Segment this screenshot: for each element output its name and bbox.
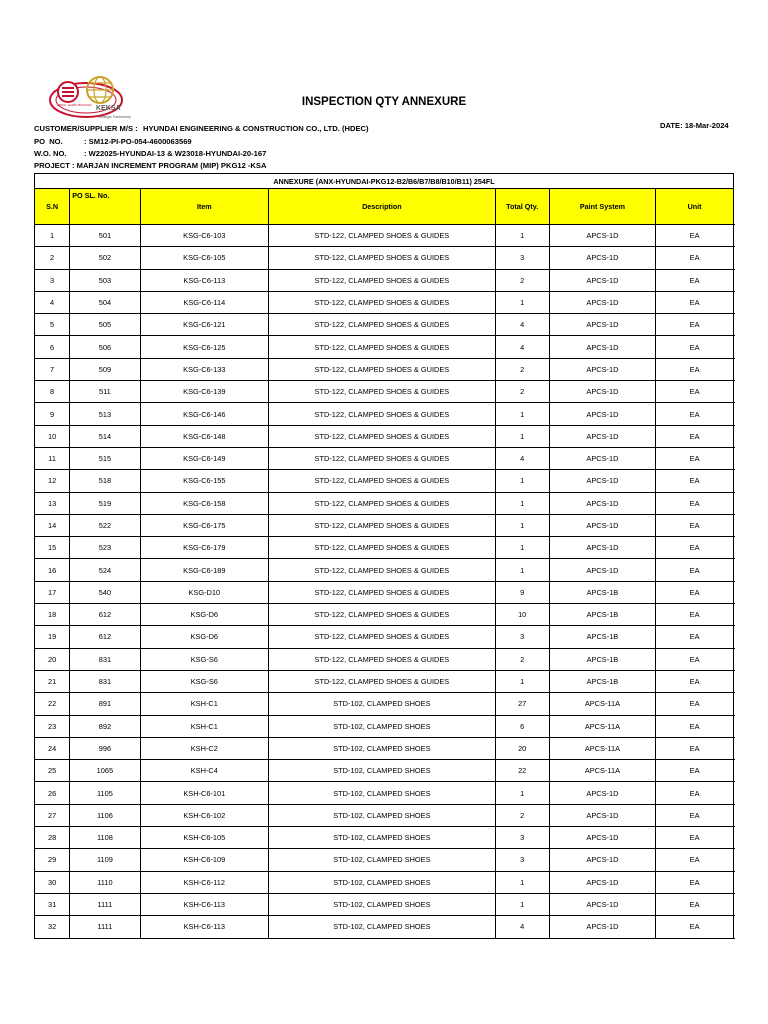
paint-system-cell: APCS-1B xyxy=(549,648,656,670)
sn-cell: 15 xyxy=(35,537,70,559)
qty-cell: 1 xyxy=(495,559,549,581)
paint-system-cell: APCS-1D xyxy=(549,849,656,871)
description-cell: STD-102, CLAMPED SHOES xyxy=(269,804,496,826)
sn-cell: 29 xyxy=(35,849,70,871)
description-cell: STD-122, CLAMPED SHOES & GUIDES xyxy=(269,648,496,670)
table-row xyxy=(35,269,734,291)
col-header-po-sl: PO SL. No. xyxy=(70,189,140,225)
unit-cell: EA xyxy=(656,715,734,737)
sn-cell: 16 xyxy=(35,559,70,581)
unit-cell: EA xyxy=(656,626,734,648)
qty-cell: 3 xyxy=(495,626,549,648)
table-row xyxy=(35,314,734,336)
table-row xyxy=(35,447,734,469)
table-row xyxy=(35,760,734,782)
col-header-sn: S.N xyxy=(35,189,70,225)
description-cell: STD-102, CLAMPED SHOES xyxy=(269,782,496,804)
qty-cell: 2 xyxy=(495,381,549,403)
inspection-table xyxy=(34,173,734,939)
item-cell: KSG-C6-146 xyxy=(140,403,268,425)
description-cell: STD-122, CLAMPED SHOES & GUIDES xyxy=(269,514,496,536)
po-sl-cell: 892 xyxy=(70,715,140,737)
po-sl-cell: 1106 xyxy=(70,804,140,826)
qty-cell: 3 xyxy=(495,849,549,871)
qty-cell: 3 xyxy=(495,827,549,849)
description-cell: STD-122, CLAMPED SHOES & GUIDES xyxy=(269,269,496,291)
unit-cell: EA xyxy=(656,403,734,425)
po-sl-cell: 511 xyxy=(70,381,140,403)
sn-cell: 9 xyxy=(35,403,70,425)
po-sl-cell: 612 xyxy=(70,626,140,648)
col-header-description: Description xyxy=(269,189,496,225)
description-cell: STD-102, CLAMPED SHOES xyxy=(269,827,496,849)
paint-system-cell: APCS-1D xyxy=(549,403,656,425)
paint-system-cell: APCS-1D xyxy=(549,470,656,492)
paint-system-cell: APCS-1D xyxy=(549,225,656,247)
unit-cell: EA xyxy=(656,291,734,313)
description-cell: STD-102, CLAMPED SHOES xyxy=(269,916,496,938)
customer-label: CUSTOMER/SUPPLIER M/S : xyxy=(34,124,138,133)
item-cell: KSG-C6-125 xyxy=(140,336,268,358)
unit-cell: EA xyxy=(656,514,734,536)
item-cell: KSG-C6-103 xyxy=(140,225,268,247)
description-cell: STD-102, CLAMPED SHOES xyxy=(269,893,496,915)
sn-cell: 6 xyxy=(35,336,70,358)
qty-cell: 4 xyxy=(495,916,549,938)
po-sl-cell: 1065 xyxy=(70,760,140,782)
paint-system-cell: APCS-1D xyxy=(549,247,656,269)
customer-value: HYUNDAI ENGINEERING & CONSTRUCTION CO., LTD. (HDEC) xyxy=(143,124,369,133)
table-row xyxy=(35,626,734,648)
paint-system-cell: APCS-11A xyxy=(549,715,656,737)
description-cell: STD-122, CLAMPED SHOES & GUIDES xyxy=(269,581,496,603)
item-cell: KSG-S6 xyxy=(140,648,268,670)
po-label: PO NO. xyxy=(34,137,63,146)
qty-cell: 27 xyxy=(495,693,549,715)
table-row xyxy=(35,470,734,492)
sn-cell: 22 xyxy=(35,693,70,715)
paint-system-cell: APCS-11A xyxy=(549,693,656,715)
paint-system-cell: APCS-11A xyxy=(549,737,656,759)
item-cell: KSG-D10 xyxy=(140,581,268,603)
table-row xyxy=(35,247,734,269)
description-cell: STD-102, CLAMPED SHOES xyxy=(269,849,496,871)
qty-cell: 6 xyxy=(495,715,549,737)
unit-cell: EA xyxy=(656,670,734,692)
item-cell: KSH-C1 xyxy=(140,693,268,715)
po-sl-cell: 501 xyxy=(70,225,140,247)
qty-cell: 1 xyxy=(495,492,549,514)
sn-cell: 31 xyxy=(35,893,70,915)
project-line: PROJECT : MARJAN INCREMENT PROGRAM (MIP) PKG12 -KSA xyxy=(34,161,267,170)
item-cell: KSG-C6-133 xyxy=(140,358,268,380)
unit-cell: EA xyxy=(656,314,734,336)
sn-cell: 20 xyxy=(35,648,70,670)
sn-cell: 7 xyxy=(35,358,70,380)
item-cell: KSH-C6-112 xyxy=(140,871,268,893)
sn-cell: 3 xyxy=(35,269,70,291)
po-sl-cell: 515 xyxy=(70,447,140,469)
item-cell: KSH-C2 xyxy=(140,737,268,759)
svg-text:ABDUL HAMID BINZAGR: ABDUL HAMID BINZAGR xyxy=(57,103,92,107)
po-sl-cell: 1109 xyxy=(70,849,140,871)
sn-cell: 19 xyxy=(35,626,70,648)
description-cell: STD-122, CLAMPED SHOES & GUIDES xyxy=(269,470,496,492)
description-cell: STD-102, CLAMPED SHOES xyxy=(269,693,496,715)
po-sl-cell: 519 xyxy=(70,492,140,514)
sn-cell: 1 xyxy=(35,225,70,247)
table-row xyxy=(35,381,734,403)
item-cell: KSH-C4 xyxy=(140,760,268,782)
paint-system-cell: APCS-1D xyxy=(549,447,656,469)
item-cell: KSG-C6-155 xyxy=(140,470,268,492)
description-cell: STD-122, CLAMPED SHOES & GUIDES xyxy=(269,314,496,336)
unit-cell: EA xyxy=(656,336,734,358)
po-sl-cell: 513 xyxy=(70,403,140,425)
item-cell: KSG-D6 xyxy=(140,604,268,626)
sn-cell: 2 xyxy=(35,247,70,269)
description-cell: STD-122, CLAMPED SHOES & GUIDES xyxy=(269,492,496,514)
table-row xyxy=(35,693,734,715)
paint-system-cell: APCS-11A xyxy=(549,760,656,782)
item-cell: KSH-C1 xyxy=(140,715,268,737)
paint-system-cell: APCS-1D xyxy=(549,782,656,804)
table-row xyxy=(35,804,734,826)
table-row xyxy=(35,291,734,313)
description-cell: STD-122, CLAMPED SHOES & GUIDES xyxy=(269,447,496,469)
po-sl-cell: 505 xyxy=(70,314,140,336)
qty-cell: 3 xyxy=(495,247,549,269)
table-row xyxy=(35,648,734,670)
item-cell: KSG-C6-121 xyxy=(140,314,268,336)
qty-cell: 1 xyxy=(495,670,549,692)
sn-cell: 26 xyxy=(35,782,70,804)
annexure-header: ANNEXURE (ANX-HYUNDAI-PKG12-B2/B6/B7/B8/B10/B11) 254FL xyxy=(35,174,734,189)
sn-cell: 18 xyxy=(35,604,70,626)
paint-system-cell: APCS-1D xyxy=(549,893,656,915)
qty-cell: 2 xyxy=(495,358,549,380)
unit-cell: EA xyxy=(656,559,734,581)
po-sl-cell: 518 xyxy=(70,470,140,492)
qty-cell: 4 xyxy=(495,447,549,469)
description-cell: STD-122, CLAMPED SHOES & GUIDES xyxy=(269,336,496,358)
unit-cell: EA xyxy=(656,470,734,492)
paint-system-cell: APCS-1B xyxy=(549,626,656,648)
item-cell: KSG-C6-148 xyxy=(140,425,268,447)
unit-cell: EA xyxy=(656,247,734,269)
qty-cell: 1 xyxy=(495,291,549,313)
paint-system-cell: APCS-1D xyxy=(549,492,656,514)
po-sl-cell: 509 xyxy=(70,358,140,380)
description-cell: STD-122, CLAMPED SHOES & GUIDES xyxy=(269,670,496,692)
table-row xyxy=(35,225,734,247)
table-row xyxy=(35,425,734,447)
paint-system-cell: APCS-1B xyxy=(549,581,656,603)
item-cell: KSG-C6-149 xyxy=(140,447,268,469)
table-row xyxy=(35,403,734,425)
po-sl-cell: 1111 xyxy=(70,916,140,938)
unit-cell: EA xyxy=(656,225,734,247)
po-sl-cell: 891 xyxy=(70,693,140,715)
sn-cell: 5 xyxy=(35,314,70,336)
item-cell: KSH-C6-105 xyxy=(140,827,268,849)
unit-cell: EA xyxy=(656,492,734,514)
sn-cell: 13 xyxy=(35,492,70,514)
qty-cell: 1 xyxy=(495,403,549,425)
item-cell: KSH-C6-113 xyxy=(140,916,268,938)
col-header-paint-system: Paint System xyxy=(549,189,656,225)
qty-cell: 1 xyxy=(495,514,549,536)
table-row xyxy=(35,916,734,938)
date: DATE: 18-Mar-2024 xyxy=(660,121,729,130)
description-cell: STD-122, CLAMPED SHOES & GUIDES xyxy=(269,559,496,581)
item-cell: KSG-D6 xyxy=(140,626,268,648)
table-row xyxy=(35,715,734,737)
sn-cell: 4 xyxy=(35,291,70,313)
table-row xyxy=(35,849,734,871)
sn-cell: 17 xyxy=(35,581,70,603)
item-cell: KSG-C6-179 xyxy=(140,537,268,559)
po-sl-cell: 506 xyxy=(70,336,140,358)
unit-cell: EA xyxy=(656,581,734,603)
unit-cell: EA xyxy=(656,358,734,380)
sn-cell: 30 xyxy=(35,871,70,893)
qty-cell: 1 xyxy=(495,425,549,447)
po-sl-cell: 831 xyxy=(70,648,140,670)
sn-cell: 27 xyxy=(35,804,70,826)
description-cell: STD-122, CLAMPED SHOES & GUIDES xyxy=(269,358,496,380)
table-row xyxy=(35,871,734,893)
unit-cell: EA xyxy=(656,916,734,938)
sn-cell: 25 xyxy=(35,760,70,782)
description-cell: STD-102, CLAMPED SHOES xyxy=(269,715,496,737)
sn-cell: 14 xyxy=(35,514,70,536)
col-header-total-qty: Total Qty. xyxy=(495,189,549,225)
qty-cell: 1 xyxy=(495,470,549,492)
sn-cell: 28 xyxy=(35,827,70,849)
item-cell: KSH-C6-101 xyxy=(140,782,268,804)
unit-cell: EA xyxy=(656,893,734,915)
qty-cell: 2 xyxy=(495,269,549,291)
po-sl-cell: 540 xyxy=(70,581,140,603)
unit-cell: EA xyxy=(656,604,734,626)
item-cell: KSG-C6-113 xyxy=(140,269,268,291)
description-cell: STD-122, CLAMPED SHOES & GUIDES xyxy=(269,403,496,425)
po-sl-cell: 831 xyxy=(70,670,140,692)
unit-cell: EA xyxy=(656,804,734,826)
table-body xyxy=(35,225,734,939)
unit-cell: EA xyxy=(656,782,734,804)
paint-system-cell: APCS-1D xyxy=(549,314,656,336)
qty-cell: 1 xyxy=(495,871,549,893)
description-cell: STD-122, CLAMPED SHOES & GUIDES xyxy=(269,247,496,269)
sn-cell: 8 xyxy=(35,381,70,403)
unit-cell: EA xyxy=(656,648,734,670)
table-row xyxy=(35,737,734,759)
unit-cell: EA xyxy=(656,827,734,849)
qty-cell: 9 xyxy=(495,581,549,603)
unit-cell: EA xyxy=(656,425,734,447)
table-row xyxy=(35,514,734,536)
table-row xyxy=(35,604,734,626)
po-sl-cell: 1111 xyxy=(70,893,140,915)
table-row xyxy=(35,782,734,804)
item-cell: KSH-C6-102 xyxy=(140,804,268,826)
paint-system-cell: APCS-1D xyxy=(549,916,656,938)
qty-cell: 4 xyxy=(495,314,549,336)
wo-value: : W22025-HYUNDAI-13 & W23018-HYUNDAI-20-167 xyxy=(84,149,267,158)
table-row xyxy=(35,537,734,559)
wo-label: W.O. NO. xyxy=(34,149,67,158)
paint-system-cell: APCS-1B xyxy=(549,670,656,692)
description-cell: STD-122, CLAMPED SHOES & GUIDES xyxy=(269,425,496,447)
unit-cell: EA xyxy=(656,760,734,782)
description-cell: STD-102, CLAMPED SHOES xyxy=(269,760,496,782)
item-cell: KSG-C6-175 xyxy=(140,514,268,536)
po-sl-cell: 503 xyxy=(70,269,140,291)
table-row xyxy=(35,827,734,849)
po-sl-cell: 514 xyxy=(70,425,140,447)
item-cell: KSG-C6-158 xyxy=(140,492,268,514)
table-row xyxy=(35,492,734,514)
table-row xyxy=(35,336,734,358)
qty-cell: 1 xyxy=(495,782,549,804)
table-row xyxy=(35,559,734,581)
po-sl-cell: 502 xyxy=(70,247,140,269)
paint-system-cell: APCS-1D xyxy=(549,269,656,291)
col-header-item: Item xyxy=(140,189,268,225)
qty-cell: 20 xyxy=(495,737,549,759)
table-row xyxy=(35,358,734,380)
paint-system-cell: APCS-1D xyxy=(549,827,656,849)
paint-system-cell: APCS-1D xyxy=(549,425,656,447)
table-row xyxy=(35,893,734,915)
qty-cell: 1 xyxy=(495,893,549,915)
qty-cell: 22 xyxy=(495,760,549,782)
sn-cell: 10 xyxy=(35,425,70,447)
unit-cell: EA xyxy=(656,737,734,759)
item-cell: KSG-C6-189 xyxy=(140,559,268,581)
sn-cell: 32 xyxy=(35,916,70,938)
page-title: INSPECTION QTY ANNEXURE xyxy=(301,96,467,108)
item-cell: KSG-C6-105 xyxy=(140,247,268,269)
qty-cell: 4 xyxy=(495,336,549,358)
po-sl-cell: 522 xyxy=(70,514,140,536)
unit-cell: EA xyxy=(656,447,734,469)
unit-cell: EA xyxy=(656,849,734,871)
description-cell: STD-122, CLAMPED SHOES & GUIDES xyxy=(269,291,496,313)
svg-text:KEKSA: KEKSA xyxy=(96,105,121,112)
paint-system-cell: APCS-1D xyxy=(549,804,656,826)
table-row xyxy=(35,581,734,603)
description-cell: STD-122, CLAMPED SHOES & GUIDES xyxy=(269,604,496,626)
description-cell: STD-122, CLAMPED SHOES & GUIDES xyxy=(269,225,496,247)
item-cell: KSG-C6-139 xyxy=(140,381,268,403)
po-value: : SM12-PI-PO-054-4600063569 xyxy=(84,137,192,146)
qty-cell: 1 xyxy=(495,225,549,247)
sn-cell: 24 xyxy=(35,737,70,759)
paint-system-cell: APCS-1D xyxy=(549,336,656,358)
po-sl-cell: 523 xyxy=(70,537,140,559)
unit-cell: EA xyxy=(656,693,734,715)
unit-cell: EA xyxy=(656,537,734,559)
qty-cell: 10 xyxy=(495,604,549,626)
qty-cell: 2 xyxy=(495,804,549,826)
paint-system-cell: APCS-1D xyxy=(549,871,656,893)
po-sl-cell: 1110 xyxy=(70,871,140,893)
qty-cell: 1 xyxy=(495,537,549,559)
col-header-unit: Unit xyxy=(656,189,734,225)
item-cell: KSG-C6-114 xyxy=(140,291,268,313)
po-sl-cell: 1105 xyxy=(70,782,140,804)
sn-cell: 23 xyxy=(35,715,70,737)
unit-cell: EA xyxy=(656,871,734,893)
description-cell: STD-122, CLAMPED SHOES & GUIDES xyxy=(269,537,496,559)
paint-system-cell: APCS-1D xyxy=(549,537,656,559)
po-sl-cell: 612 xyxy=(70,604,140,626)
po-sl-cell: 996 xyxy=(70,737,140,759)
unit-cell: EA xyxy=(656,269,734,291)
description-cell: STD-122, CLAMPED SHOES & GUIDES xyxy=(269,626,496,648)
sn-cell: 21 xyxy=(35,670,70,692)
table-row xyxy=(35,670,734,692)
unit-cell: EA xyxy=(656,381,734,403)
po-sl-cell: 504 xyxy=(70,291,140,313)
sn-cell: 11 xyxy=(35,447,70,469)
description-cell: STD-122, CLAMPED SHOES & GUIDES xyxy=(269,381,496,403)
po-sl-cell: 1108 xyxy=(70,827,140,849)
po-sl-cell: 524 xyxy=(70,559,140,581)
paint-system-cell: APCS-1D xyxy=(549,291,656,313)
paint-system-cell: APCS-1D xyxy=(549,559,656,581)
description-cell: STD-102, CLAMPED SHOES xyxy=(269,871,496,893)
qty-cell: 2 xyxy=(495,648,549,670)
paint-system-cell: APCS-1D xyxy=(549,381,656,403)
description-cell: STD-102, CLAMPED SHOES xyxy=(269,737,496,759)
item-cell: KSH-C6-113 xyxy=(140,893,268,915)
paint-system-cell: APCS-1B xyxy=(549,604,656,626)
item-cell: KSH-C6-109 xyxy=(140,849,268,871)
item-cell: KSG-S6 xyxy=(140,670,268,692)
sn-cell: 12 xyxy=(35,470,70,492)
paint-system-cell: APCS-1D xyxy=(549,514,656,536)
paint-system-cell: APCS-1D xyxy=(549,358,656,380)
svg-text:Strategic Partnership: Strategic Partnership xyxy=(98,115,131,119)
